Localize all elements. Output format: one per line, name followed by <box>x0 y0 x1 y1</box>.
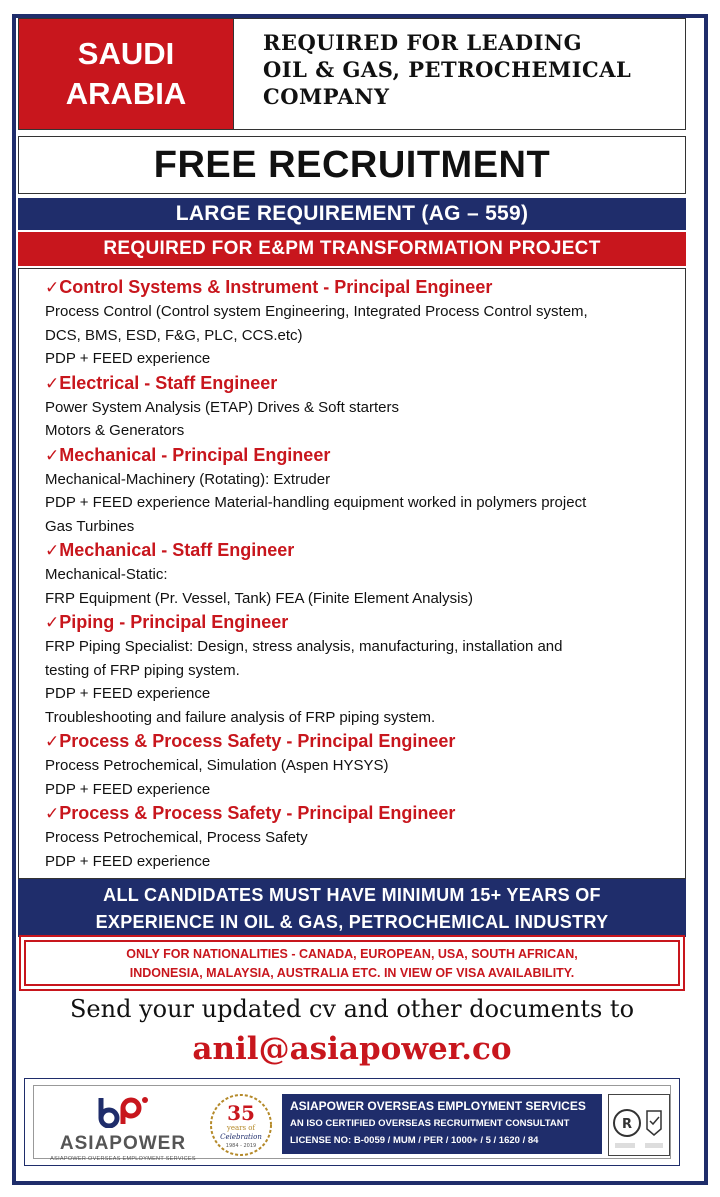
send-cv-text: Send your updated cv and other documents to <box>69 995 635 1023</box>
logo-word: ASIAPOWER <box>59 1133 187 1154</box>
check-icon: ✓ <box>45 613 60 633</box>
job-detail-line: Power System Analysis (ETAP) Drives & Soft starters <box>45 398 399 416</box>
job-detail-line: testing of FRP piping system. <box>45 661 240 679</box>
years-celebration-badge <box>206 1090 276 1160</box>
job-title <box>45 372 685 396</box>
job-detail-line: FRP Equipment (Pr. Vessel, Tank) FEA (Finite Element Analysis) <box>45 589 473 607</box>
job-title-text: Process & Process Safety - Principal Engineer <box>59 731 456 751</box>
minimum-line: ALL CANDIDATES MUST HAVE MINIMUM 15+ YEARS OF <box>103 885 601 905</box>
job-title-text: Mechanical - Staff Engineer <box>59 540 295 560</box>
job-detail-line: PDP + FEED experience <box>45 350 211 367</box>
company-name: ASIAPOWER OVERSEAS EMPLOYMENT SERVICES <box>290 1099 586 1113</box>
job-title <box>45 611 685 635</box>
company-info-box <box>282 1094 602 1154</box>
job-detail-line: PDP + FEED experience Material-handling equipment worked in polymers project <box>45 494 587 511</box>
footer-inner-frame <box>33 1085 671 1162</box>
svg-text:R: R <box>621 1117 633 1132</box>
country-line-1: SAUDI <box>77 36 175 71</box>
job-title-text: Electrical - Staff Engineer <box>59 372 278 393</box>
required-line: COMPANY <box>263 84 390 109</box>
required-text <box>263 29 631 110</box>
job-detail-line: PDP + FEED experience <box>45 852 211 870</box>
job-detail-line: Process Control (Control system Engineering, Integrated Process Control system, <box>45 303 588 320</box>
email-link[interactable]: anil@asiapower.co <box>192 1031 512 1067</box>
job-list <box>18 268 686 879</box>
certification-icon <box>608 1094 670 1156</box>
check-icon: ✓ <box>45 541 60 561</box>
check-icon: ✓ <box>45 278 60 298</box>
job-detail-line: Motors & Generators <box>45 422 185 439</box>
nationalities-box <box>24 940 680 986</box>
job-title <box>45 276 685 300</box>
years-number: 35 <box>227 1101 255 1125</box>
years-text: years of <box>226 1124 256 1132</box>
job-title <box>45 802 685 826</box>
asiapower-logo <box>48 1094 198 1162</box>
job-title-text: Process & Process Safety - Principal Engineer <box>59 803 456 823</box>
job-title <box>45 444 685 468</box>
job-detail-line: PDP + FEED experience <box>45 685 211 702</box>
job-title <box>45 730 685 754</box>
job-detail-line: Process Petrochemical, Simulation (Aspen HYSYS) <box>45 757 389 774</box>
job-detail-line: Gas Turbines <box>45 517 135 535</box>
job-title-text: Mechanical - Principal Engineer <box>59 444 331 465</box>
check-icon: ✓ <box>45 445 60 466</box>
job-title-text: Control Systems & Instrument - Principal Engineer <box>59 277 493 297</box>
job-detail-line: PDP + FEED experience <box>45 780 211 798</box>
iso-certified-text: AN ISO CERTIFIED OVERSEAS RECRUITMENT CONSULTANT <box>290 1118 570 1129</box>
header <box>18 18 686 130</box>
large-requirement-bar: LARGE REQUIREMENT (AG – 559) <box>18 198 686 230</box>
country-banner <box>19 19 234 129</box>
minimum-line: EXPERIENCE IN OIL & GAS, PETROCHEMICAL INDUSTRY <box>95 912 609 932</box>
required-line: REQUIRED FOR LEADING <box>263 30 583 55</box>
job-detail-line: Mechanical-Static: <box>45 566 168 583</box>
years-celebration: Celebration <box>220 1133 262 1141</box>
job-detail-line: Process Petrochemical, Process Safety <box>45 829 308 846</box>
job-detail-line: FRP Piping Specialist: Design, stress analysis, manufacturing, installation and <box>45 638 563 655</box>
country-line-2: ARABIA <box>65 76 187 111</box>
logo-subtitle: ASIAPOWER OVERSEAS EMPLOYMENT SERVICES <box>50 1156 196 1162</box>
job-detail-line: DCS, BMS, ESD, F&G, PLC, CCS.etc) <box>45 326 303 344</box>
job-title-text: Piping - Principal Engineer <box>59 612 289 632</box>
job-detail-line: Mechanical-Machinery (Rotating): Extruder <box>45 470 331 488</box>
years-range: 1984 - 2019 <box>225 1143 257 1149</box>
required-line: OIL & GAS, PETROCHEMICAL <box>263 57 632 82</box>
check-icon: ✓ <box>45 804 60 824</box>
job-title <box>45 539 685 563</box>
license-text: LICENSE NO: B-0059 / MUM / PER / 1000+ / 5 / 1620 / 84 <box>290 1135 539 1146</box>
nationalities-line: INDONESIA, MALAYSIA, AUSTRALIA ETC. IN VIEW OF VISA AVAILABILITY. <box>129 966 575 980</box>
free-recruitment-heading: FREE RECRUITMENT <box>18 136 686 194</box>
asiapower-mark-icon <box>93 1094 153 1128</box>
check-icon: ✓ <box>45 373 60 394</box>
check-icon: ✓ <box>45 732 60 752</box>
footer <box>24 1078 680 1166</box>
minimum-experience-bar <box>18 879 686 937</box>
job-detail-line: Troubleshooting and failure analysis of FRP piping system. <box>45 708 436 726</box>
nationalities-line: ONLY FOR NATIONALITIES - CANADA, EUROPEAN, USA, SOUTH AFRICAN, <box>126 947 578 961</box>
project-bar: REQUIRED FOR E&PM TRANSFORMATION PROJECT <box>18 232 686 266</box>
